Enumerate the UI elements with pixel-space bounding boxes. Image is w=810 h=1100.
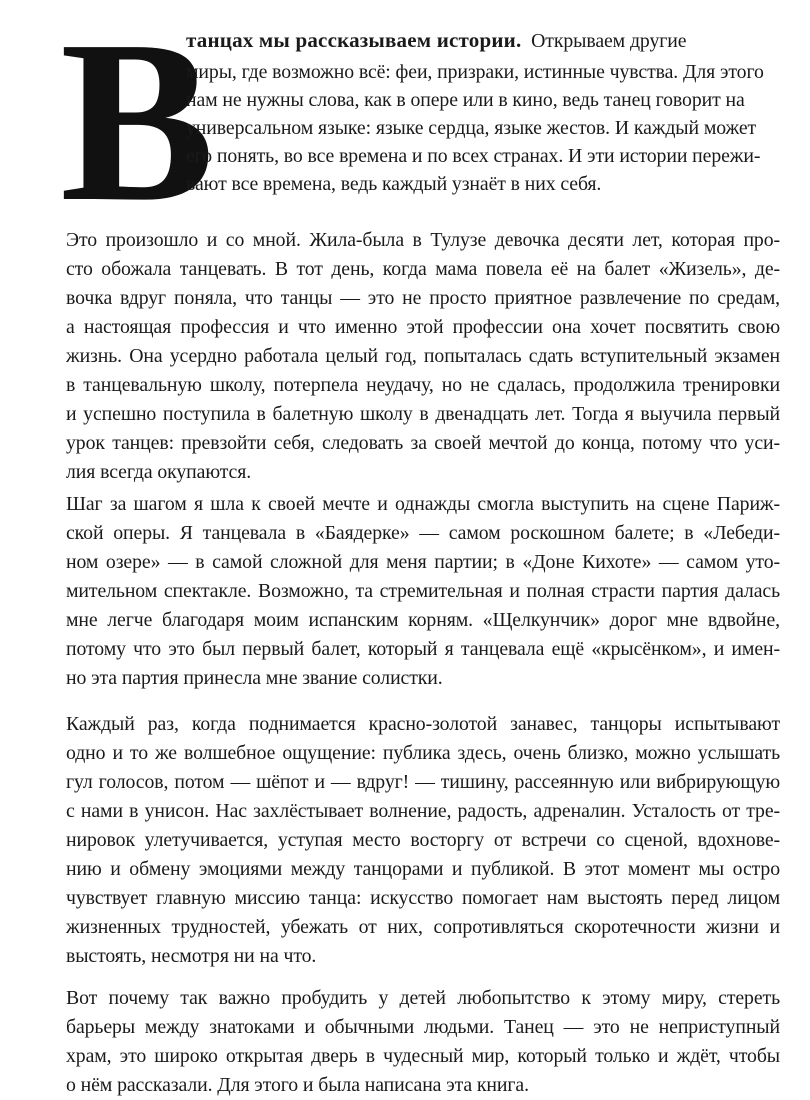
intro-line: вают все времена, ведь каждый узнаёт в них себя. [186,173,602,195]
paragraph-line: жизненных трудностей, убежать от них, сопротивляться скоротечности жизни и [66,916,780,938]
paragraph-line: о нём рассказали. Для этого и была написана эта книга. [66,1074,529,1096]
intro-line: универсальном языке: языке сердца, языке жестов. И каждый может [186,117,757,139]
paragraph-line: жизнь. Она усердно работала целый год, попыталась сдать вступительный экзамен [66,345,780,367]
paragraph-line: ном озере» — в самой сложной для меня партии; в «Доне Кихоте» — самом уто- [66,551,780,573]
intro-line: нам не нужны слова, как в опере или в кино, ведь танец говорит на [186,89,745,111]
paragraph-line: но эта партия принесла мне звание солистки. [66,667,443,689]
intro-line: его понять, во все времена и по всех странах. И эти истории пережи- [186,145,761,167]
intro-lead-phrase: танцах мы рассказываем истории. [186,28,522,52]
paragraph-line: выстоять, несмотря ни на что. [66,945,317,967]
paragraph-line: Шаг за шагом я шла к своей мечте и однажды смогла выступить на сцене Париж- [66,493,780,515]
paragraph-line: урок танцев: превзойти себя, следовать за своей мечтой до конца, потому что уси- [66,432,780,454]
paragraph-line: нию и обмену эмоциями между танцорами и публикой. В этот момент мы остро [66,858,780,880]
paragraph-line: мне легче благодаря моим испанским корням. «Щелкунчик» дорог мне вдвойне, [66,609,780,631]
paragraph-line: с нами в унисон. Нас захлёстывает волнение, радость, адреналин. Усталость от тре- [66,800,780,822]
paragraph-line: Это произошло и со мной. Жила-была в Тулузе девочка десяти лет, которая про- [66,229,780,251]
paragraph-line: сто обожала танцевать. В тот день, когда мама повела её на балет «Жизель», де- [66,258,780,280]
paragraph-line: вочка вдруг поняла, что танцы — это не просто приятное развлечение по средам, [66,287,780,309]
paragraph-line: а настоящая профессия и что именно этой профессии она хочет посвятить свою [66,316,780,338]
intro-line-1-rest: Открываем другие [531,30,687,52]
paragraph-line: потому что это был первый балет, который я танцевала ещё «крысёнком», и имен- [66,638,780,660]
paragraph-line: гул голосов, потом — шёпот и — вдруг! — тишину, рассеянную или вибрирующую [66,771,780,793]
paragraph-line: в танцевальную школу, потерпела неудачу, но не сдалась, продолжила тренировки [66,374,780,396]
paragraph-paris-opera [66,490,780,693]
paragraph-line: одно и то же волшебное ощущение: публика здесь, очень близко, можно услышать [66,742,780,764]
paragraph-line: Каждый раз, когда поднимается красно-золотой занавес, танцоры испытывают [66,713,780,735]
paragraph-why-book [66,984,780,1100]
paragraph-line: лия всегда окупаются. [66,461,252,483]
intro-line: миры, где возможно всё: феи, призраки, истинные чувства. Для этого [186,61,764,83]
paragraph-line: нировок улетучивается, уступая место восторгу от встречи со сценой, вдохнове- [66,829,780,851]
paragraph-line: барьеры между знатоками и обычными людьми. Танец — это не неприступный [66,1016,780,1038]
paragraph-childhood [66,226,780,487]
intro-line-1 [186,26,686,55]
paragraph-line: и успешно поступила в балетную школу в двенадцать лет. Тогда я выучила первый [66,403,780,425]
paragraph-line: ской оперы. Я танцевала в «Баядерке» — самом роскошном балете; в «Лебеди- [66,522,780,544]
paragraph-line: мительном спектакле. Возможно, та стремительная и полная страсти партия далась [66,580,780,602]
paragraph-curtain [66,710,780,971]
paragraph-line: чувствует главную миссию танца: искусство помогает нам выстоять перед лицом [66,887,780,909]
paragraph-line: храм, это широко открытая дверь в чудесный мир, который только и ждёт, чтобы [66,1045,780,1067]
paragraph-line: Вот почему так важно пробудить у детей любопытство к этому миру, стереть [66,987,780,1009]
drop-cap-letter: В [60,0,211,250]
